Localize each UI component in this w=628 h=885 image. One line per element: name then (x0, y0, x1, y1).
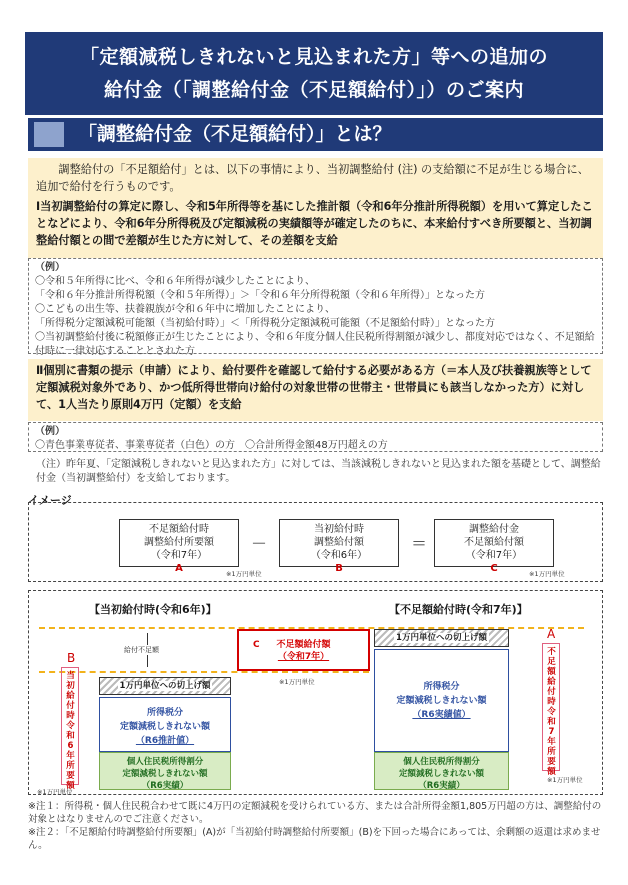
left-res-line: 定額減税しきれない額 (122, 769, 208, 779)
image-label: イメージ (28, 494, 72, 507)
title-banner (25, 32, 603, 115)
b-letter: B (67, 651, 76, 665)
equals-sign: ＝ (411, 534, 428, 553)
formula-b-letter: B (335, 563, 343, 574)
unit-note: ※1万円単位 (37, 788, 73, 796)
right-income-tax-block (374, 649, 509, 752)
unit-note: ※1万円単位 (547, 776, 583, 784)
rounding-label: 1万円単位への切上げ額 (119, 681, 211, 691)
explanation-box-2 (28, 359, 603, 421)
left-rounding-bar (99, 677, 231, 695)
formula-c-letter: C (490, 563, 498, 574)
formula-box-c (434, 519, 554, 574)
red-box-line: 不足額給付額 (276, 640, 331, 650)
section-title: 「調整給付金（不足額給付）」とは？ (78, 123, 392, 145)
example-box-1 (28, 258, 603, 357)
item-1-text: Ⅰ当初調整給付の算定に際し、令和5年所得等を基にした推計額（令和6年分推計所得税額）を用いて算定したことなどにより、令和6年分所得税及び定額減税の実績額等が確定したのちに、本来給付すべき所要額と、当初調整給付額との間で差額が生じた方に対して、その差額を支給 (36, 200, 593, 247)
formula-box-a (119, 519, 239, 574)
title-line-2: 給付金（「調整給付金（不足額給付）」）のご案内 (103, 79, 524, 101)
left-tax-line: （R6推計値） (135, 736, 195, 746)
formula-c-line: 不足額給付額 (464, 537, 524, 548)
red-box-line: （令和7年） (277, 652, 330, 662)
footnote-1: ※注１：所得税・個人住民税合わせて既に4万円の定額減税を受けられている方、または合計所得金額1,805万円超の方は、調整給付の対象とはなりませんのでご注意ください。 (28, 801, 602, 825)
right-tax-line: 所得税分 (423, 682, 460, 692)
left-income-tax-block (99, 697, 231, 752)
right-res-line: （R6実績） (418, 781, 465, 791)
b-vertical-label: 当初給付時 令和6年 所要額 (66, 671, 75, 791)
example-1-line: 〇当初調整給付後に税額修正が生じたことにより、令和６年度分個人住民税所得割額が減少し、都度対応ではなく、不足額給付時に一律対応することとされた方 (35, 332, 595, 357)
example-1-line: 「所得税分定額減税可能額（当初給付時）」＜「所得税分定額減税可能額（不足額給付時）」となった方 (35, 318, 495, 329)
item-2-text: Ⅱ個別に書類の提示（申請）により、給付要件を確認して給付する必要がある方（＝本人及び扶養親族等として定額減税対象外であり、かつ低所得世帯向け給付の対象世帯の世帯主・世帯員にも該当しなかった方）に対して、1人当たり原則4万円（定額）を支給 (36, 364, 592, 411)
formula-c-line: 調整給付金 (469, 524, 519, 535)
left-res-line: 個人住民税所得割分 (126, 757, 204, 767)
title-line-1: 「定額減税しきれないと見込まれた方」等への追加の (79, 46, 548, 68)
formula-c-line: （令和7年） (465, 550, 523, 561)
left-res-line: （R6実績） (141, 781, 189, 791)
a-letter: A (547, 627, 556, 641)
heading-square-icon (34, 122, 64, 147)
left-resident-tax-block (99, 752, 231, 790)
left-tax-line: 定額減税しきれない額 (119, 722, 210, 732)
right-res-line: 定額減税しきれない額 (398, 769, 484, 779)
formula-a-line: （令和7年） (150, 550, 208, 561)
footnotes (28, 800, 606, 852)
example-1-line: 〇令和５年所得に比べ、令和６年所得が減少したことにより、 (35, 276, 315, 287)
formula-a-line: 調整給付所要額 (144, 537, 214, 548)
note-text: （注）昨年夏、「定額減税しきれないと見込まれた方」に対しては、当該減税しきれないと見込まれた額を基礎として、調整給付金（当初調整給付）を支給しております。 (36, 459, 601, 484)
rounding-label: 1万円単位への切上げ額 (396, 633, 487, 643)
example-2-label: （例） (35, 426, 65, 437)
example-1-line: 「令和６年分推計所得税額（令和５年所得）」＞「令和６年分所得税額（令和６年所得）」となった方 (35, 290, 485, 301)
formula-a-letter: A (175, 563, 183, 574)
example-box-2 (28, 422, 603, 452)
formula-box-b (279, 519, 399, 574)
left-tax-line: 所得税分 (146, 708, 183, 718)
formula-a-line: 不足額給付時 (149, 524, 209, 535)
right-rounding-bar (374, 629, 509, 647)
unit-note: ※1万円単位 (279, 678, 315, 686)
example-1-line: 〇こどもの出生等、扶養親族が令和６年中に増加したことにより、 (35, 304, 335, 315)
example-2-text: 〇青色事業専従者、事業専従者（白色）の方 〇合計所得金額48万円超えの方 (35, 440, 388, 451)
intro-text: 調整給付の「不足額給付」とは、以下の事情により、当初調整給付 (注) の支給額に不足が生じる場合に、追加で給付を行うものです。 (36, 163, 589, 193)
unit-note: ※1万円単位 (529, 570, 565, 578)
section-heading (28, 118, 603, 151)
right-tax-line: （R6実績値） (412, 710, 471, 720)
formula-b-line: 当初給付時 (314, 524, 364, 535)
red-box-letter: C (253, 640, 260, 650)
explanation-box-1 (28, 158, 603, 258)
right-tax-line: 定額減税しきれない額 (396, 696, 487, 706)
left-column-heading: 【当初給付時(令和6年)】 (89, 603, 217, 616)
example-1-label: （例） (35, 262, 65, 273)
right-resident-tax-block (374, 752, 509, 790)
a-vertical-label: 不足額給付時 令和7年 所要額 (547, 647, 556, 777)
unit-note: ※1万円単位 (226, 570, 262, 578)
footnote-2: ※注２：「不足額給付時調整給付所要額」(A)が「当初給付時調整給付所要額」(B)を下回った場合にあっては、余剰額の返還は求めません。 (28, 827, 601, 851)
comparison-diagram (28, 590, 603, 795)
formula-panel (28, 502, 603, 582)
level-line-lower (39, 671, 369, 673)
right-res-line: 個人住民税所得割分 (403, 757, 480, 767)
shortfall-amount-box (237, 629, 370, 671)
minus-sign: － (251, 534, 268, 553)
shortfall-label: 給付不足額 (124, 646, 159, 654)
formula-b-line: 調整給付額 (314, 537, 364, 548)
formula-b-line: （令和6年） (310, 550, 368, 561)
right-column-heading: 【不足額給付時(令和7年)】 (389, 603, 528, 616)
